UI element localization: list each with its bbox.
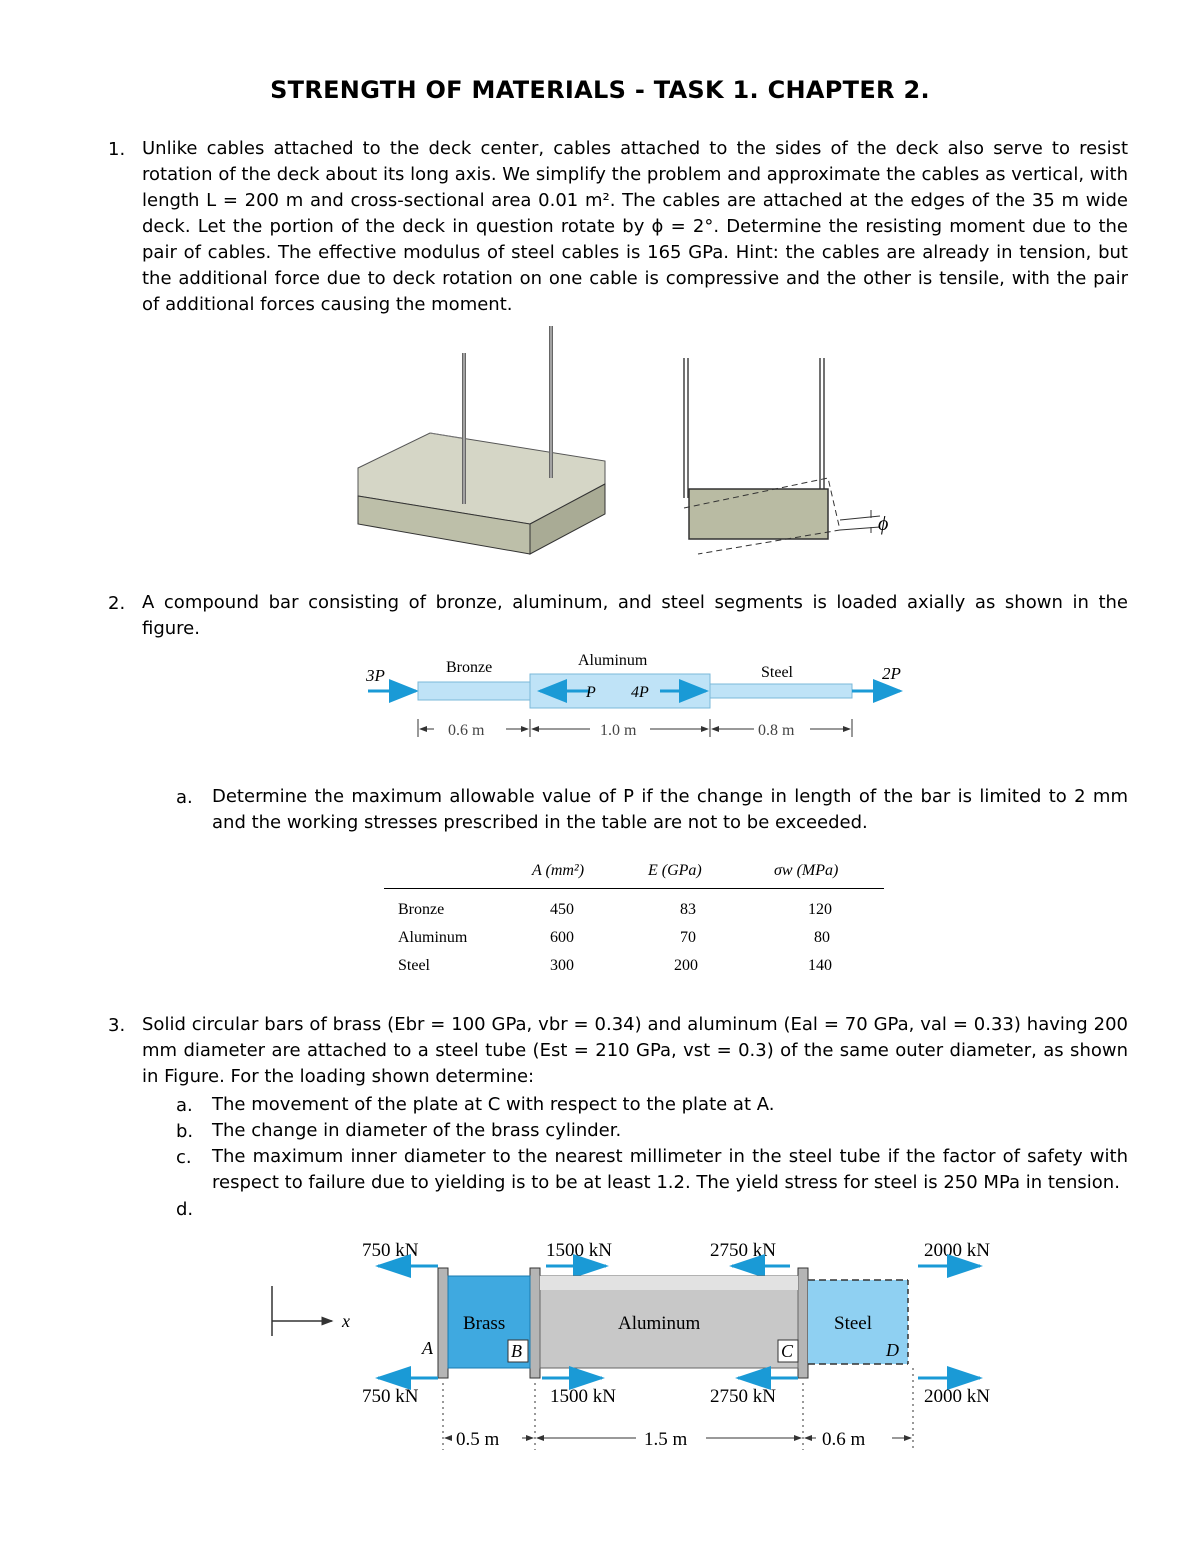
dim-0-6m: 0.6 m xyxy=(448,722,485,739)
q3-part-c-label: c. xyxy=(176,1147,192,1168)
label-brass: Brass xyxy=(463,1313,506,1334)
q3-part-c-text: The maximum inner diameter to the nearest millimeter in the steel tube if the factor of safety with respect to failure due to yielding is to be at least 1.2. The yield stress for steel is 250 MPa in tension. xyxy=(212,1146,1128,1193)
question-2-number: 2. xyxy=(108,593,126,614)
table-row xyxy=(384,957,884,985)
table-cell: 200 xyxy=(674,957,698,974)
load-2p: 2P xyxy=(882,664,901,683)
cable-deck-figure xyxy=(340,318,920,563)
dim-1-5m: 1.5 m xyxy=(644,1429,688,1450)
q3-part-b-text: The change in diameter of the brass cylinder. xyxy=(212,1120,622,1141)
question-1-text: Unlike cables attached to the deck center, cables attached to the sides of the deck also serve to resist rotation of the deck about its long axis. We simplify the problem and approximate the cables as vertical, with length L = 200 m and cross-sectional area 0.01 m². The cables are attached at the edges of the 35 m wide deck. Let the portion of the deck in question rotate by ϕ = 2°. Determine the resisting moment due to the pair of cables. The effective modulus of steel cables is 165 GPa. Hint: the cables are already in tension, but the additional force due to deck rotation on one cable is compressive and the other is tensile, with the pair of additional forces causing the moment. xyxy=(142,138,1128,315)
table-row xyxy=(384,929,884,957)
point-b: B xyxy=(511,1341,522,1361)
load-top-750: 750 kN xyxy=(362,1240,419,1261)
materials-table xyxy=(384,858,884,985)
table-row xyxy=(384,901,884,929)
point-c: C xyxy=(781,1341,794,1361)
table-cell: 80 xyxy=(814,929,830,946)
label-aluminum: Aluminum xyxy=(578,652,648,669)
brass-aluminum-steel-figure xyxy=(260,1228,1020,1458)
load-3p: 3P xyxy=(366,666,385,685)
label-aluminum: Aluminum xyxy=(618,1313,701,1334)
q2-part-a-text: Determine the maximum allowable value of P if the change in length of the bar is limited to 2 mm and the working stresses prescribed in the table are not to be exceeded. xyxy=(212,786,1128,833)
steel-segment xyxy=(710,684,852,698)
col-header-area: A (mm²) xyxy=(532,862,585,879)
table-cell: 120 xyxy=(808,901,832,918)
question-3-number: 3. xyxy=(108,1015,126,1036)
table-cell: Steel xyxy=(398,957,430,974)
page-title: STRENGTH OF MATERIALS - TASK 1. CHAPTER 2. xyxy=(270,76,930,104)
load-bottom-2750: 2750 kN xyxy=(710,1386,776,1407)
col-header-stress: σw (MPa) xyxy=(774,862,839,879)
q3-part-d-label: d. xyxy=(176,1199,194,1220)
dim-0-5m: 0.5 m xyxy=(456,1429,500,1450)
dim-0-8m: 0.8 m xyxy=(758,722,795,739)
load-bottom-1500: 1500 kN xyxy=(550,1386,616,1407)
axis-x-label: x xyxy=(342,1311,350,1331)
table-cell: 140 xyxy=(808,957,832,974)
plate-a xyxy=(438,1268,448,1378)
label-steel: Steel xyxy=(834,1313,872,1334)
dim-0-6m: 0.6 m xyxy=(822,1429,866,1450)
q3-part-a-label: a. xyxy=(176,1095,193,1116)
load-top-1500: 1500 kN xyxy=(546,1240,612,1261)
table-cell: 600 xyxy=(550,929,574,946)
load-4p: 4P xyxy=(631,684,649,701)
label-bronze: Bronze xyxy=(446,659,493,676)
bronze-segment xyxy=(418,682,530,700)
load-bottom-750: 750 kN xyxy=(362,1386,419,1407)
question-3-text: Solid circular bars of brass (Ebr = 100 GPa, vbr = 0.34) and aluminum (Eal = 70 GPa, val = 0.33) having 200 mm diameter are attached to a steel tube (Est = 210 GPa, vst = 0.3) of the same outer diameter, as shown in Figure. For the loading shown determine: xyxy=(142,1014,1128,1087)
table-cell: 70 xyxy=(680,929,696,946)
q3-part-a-text: The movement of the plate at C with respect to the plate at A. xyxy=(212,1094,775,1115)
table-cell: 300 xyxy=(550,957,574,974)
table-cell: 450 xyxy=(550,901,574,918)
question-1-number: 1. xyxy=(108,139,126,160)
col-header-modulus: E (GPa) xyxy=(648,862,702,879)
q3-part-b-label: b. xyxy=(176,1121,194,1142)
load-p: P xyxy=(586,684,596,701)
table-cell: 83 xyxy=(680,901,696,918)
table-cell: Aluminum xyxy=(398,929,468,946)
load-bottom-2000: 2000 kN xyxy=(924,1386,990,1407)
table-cell: Bronze xyxy=(398,901,445,918)
label-steel: Steel xyxy=(761,664,793,681)
q2-part-a-label: a. xyxy=(176,787,193,808)
point-a: A xyxy=(422,1338,433,1358)
phi-label: ϕ xyxy=(878,513,889,535)
plate-c xyxy=(798,1268,808,1378)
point-d: D xyxy=(886,1340,899,1360)
compound-bar-figure xyxy=(360,645,920,745)
deck-section xyxy=(689,489,828,539)
question-2-text: A compound bar consisting of bronze, aluminum, and steel segments is loaded axially as shown in the figure. xyxy=(142,592,1128,639)
load-top-2750: 2750 kN xyxy=(710,1240,776,1261)
dim-1-0m: 1.0 m xyxy=(600,722,637,739)
load-top-2000: 2000 kN xyxy=(924,1240,990,1261)
plate-b xyxy=(530,1268,540,1378)
